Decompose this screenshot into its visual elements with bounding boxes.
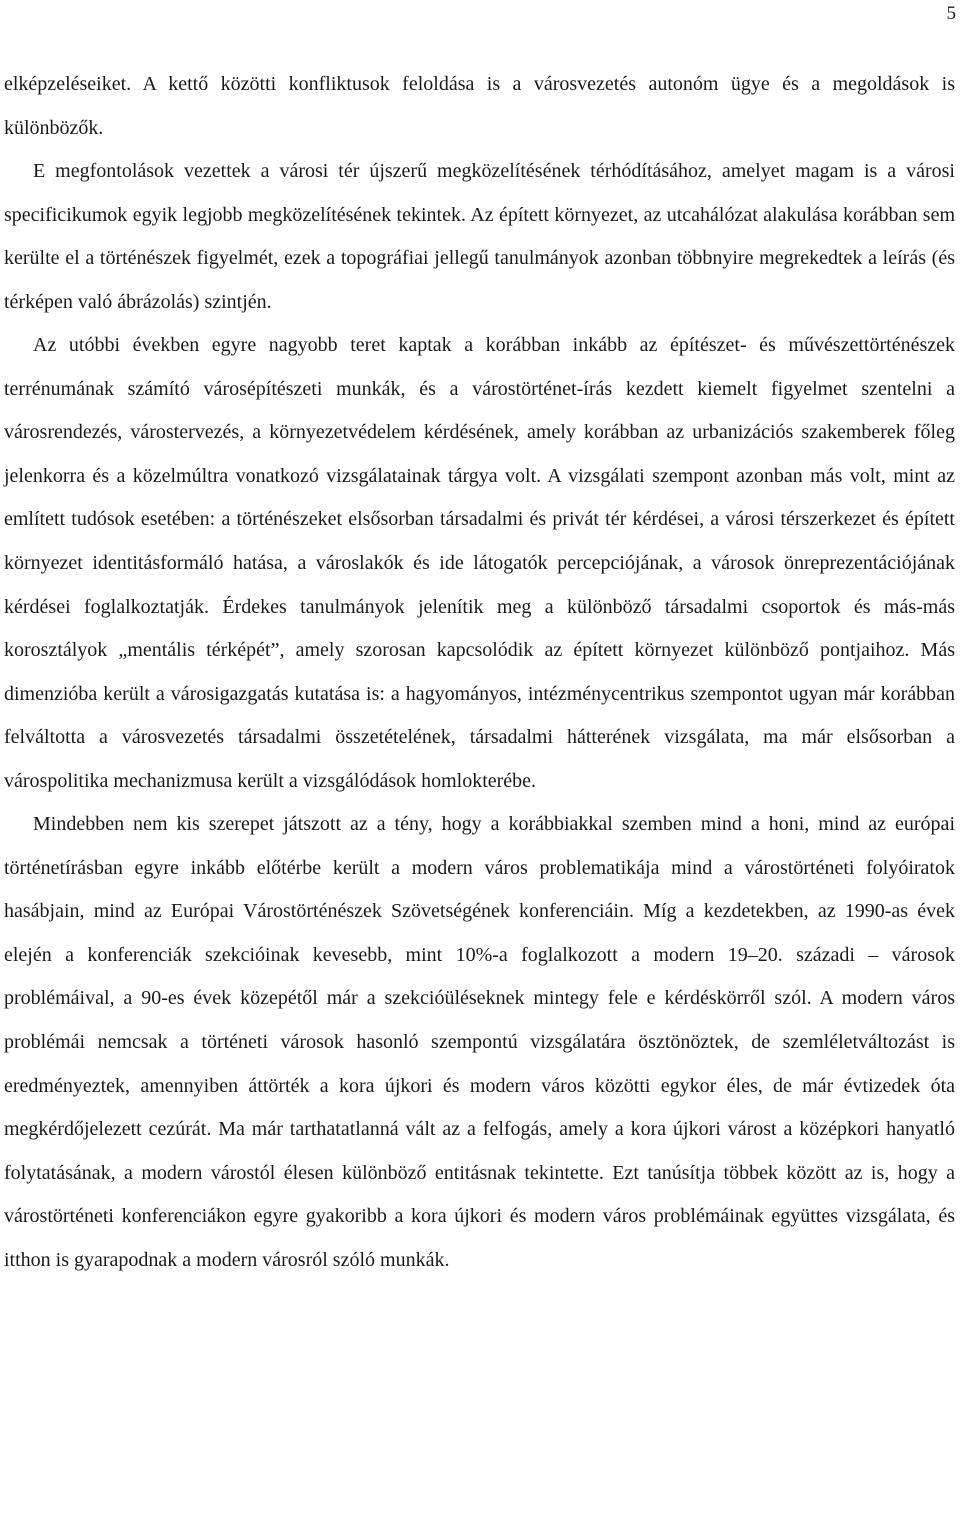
page-number: 5 xyxy=(946,3,956,24)
paragraph-spatial-approach: E megfontolások vezettek a városi tér újszerű megközelítésének térhódításához, amelyet magam is a városi specificikumok egyik legjobb megközelítésének tekintek. Az épített környezet, az utcahálózat alakulása korábban sem kerülte el a történészek figyelmét, ezek a topográfiai jellegű tanulmányok azonban többnyire megrekedtek a leírás (és térképen való ábrázolás) szintjén. xyxy=(4,160,955,313)
paragraph-continuation: elképzeléseiket. A kettő közötti konfliktusok feloldása is a városvezetés autonóm ügye és a megoldások is különbözők. xyxy=(4,73,955,139)
paragraph-modern-city: Mindebben nem kis szerepet játszott az a tény, hogy a korábbiakkal szemben mind a honi, mind az európai történetírásban egyre inkább előtérbe került a modern város problematikája mind a várostörténeti folyóiratok hasábjain, mind az Európai Várostörténészek Szövetségének konferenciáin. Míg a kezdetekben, az 1990-as évek elején a konferenciák szekcióinak kevesebb, mint 10%-a foglalkozott a modern 19–20. századi – városok problémáival, a 90-es évek közepétől már a szekcióüléseknek mintegy fele e kérdéskörről szól. A modern város problémái nemcsak a történeti városok hasonló szempontú vizsgálatára ösztönöztek, de szemléletváltozást is eredményeztek, amennyiben áttörték a kora újkori és modern város közötti egykor éles, de már évtizedek óta megkérdőjelezett cezúrát. Ma már tarthatatlanná vált az a felfogás, amely a kora újkori várost a középkori hanyatló folytatásának, a modern várostól élesen különböző entitásnak tekintette. Ezt tanúsítja többek között az is, hogy a várostörténeti konferenciákon egyre gyakoribb a kora újkori és modern város problémáinak együttes vizsgálata, és itthon is gyarapodnak a modern városról szóló munkák. xyxy=(4,813,955,1271)
body-text xyxy=(4,63,955,1282)
paragraph-recent-years: Az utóbbi években egyre nagyobb teret kaptak a korábban inkább az építészet- és művészettörténészek terrénumának számító városépítészeti munkák, és a várostörténet-írás kezdett kiemelt figyelmet szentelni a városrendezés, várostervezés, a környezetvédelem kérdésének, amely korábban az urbanizációs szakemberek főleg jelenkorra és a közelmúltra vonatkozó vizsgálatainak tárgya volt. A vizsgálati szempont azonban más volt, mint az említett tudósok esetében: a történészeket elsősorban társadalmi és privát tér kérdései, a városi térszerkezet és épített környezet identitásformáló hatása, a városlakók és ide látogatók percepciójának, a városok önreprezentációjának kérdései foglalkoztatják. Érdekes tanulmányok jelenítik meg a különböző társadalmi csoportok és más-más korosztályok „mentális térképét”, amely szorosan kapcsolódik az épített környezet különböző pontjaihoz. Más dimenzióba került a városigazgatás kutatása is: a hagyományos, intézménycentrikus szempontot ugyan már korábban felváltotta a városvezetés társadalmi összetételének, társadalmi hátterének vizsgálata, ma már elsősorban a várospolitika mechanizmusa került a vizsgálódások homlokterébe. xyxy=(4,334,955,792)
